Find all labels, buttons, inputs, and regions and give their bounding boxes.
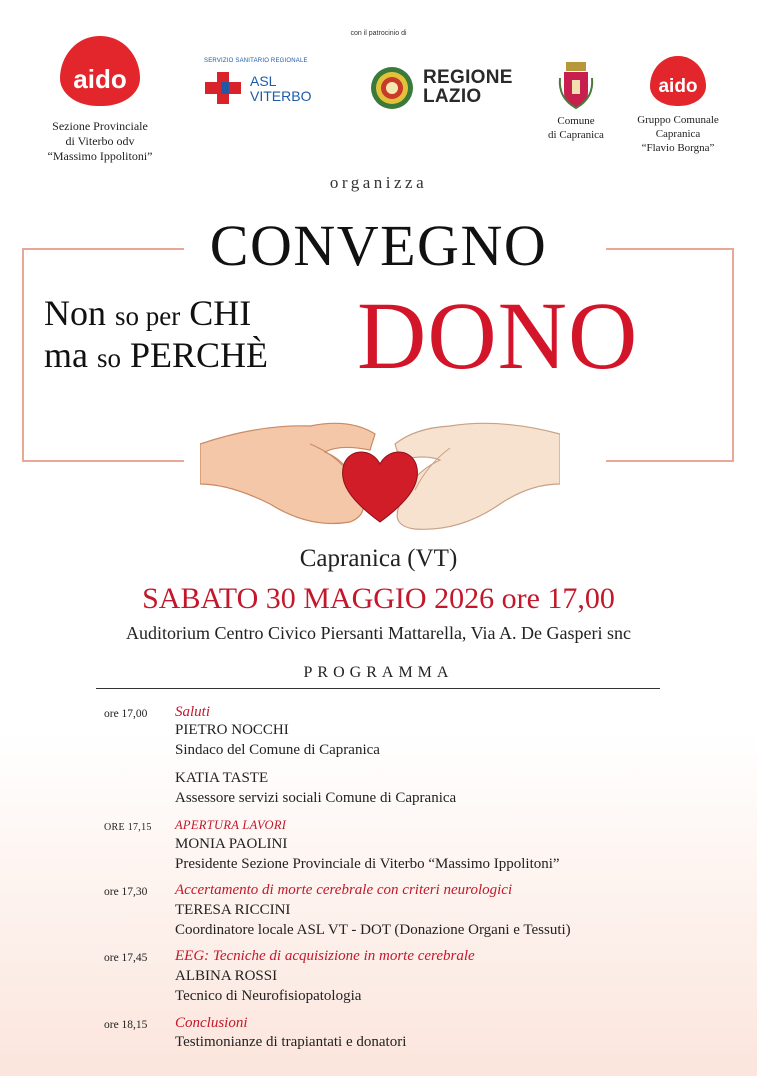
program-role: Coordinatore locale ASL VT - DOT (Donazione Organi e Tessuti) <box>175 922 571 938</box>
aido-local-caption <box>624 114 732 155</box>
aido-provincial-caption <box>20 119 180 164</box>
asl-name-line: VITERBO <box>250 87 312 104</box>
organizza-label: organizza <box>329 173 428 192</box>
caption-line: di Capranica <box>548 128 604 141</box>
program-heading: PROGRAMMA <box>303 664 454 681</box>
program-title: Accertamento di morte cerebrale con criteri neurologici <box>175 882 513 898</box>
asl-name-line: ASL <box>250 73 277 89</box>
program-role: Assessore servizi sociali Comune di Capranica <box>175 790 457 806</box>
subtitle-word: ma <box>44 335 88 375</box>
program-role: Tecnico di Neurofisiopatologia <box>175 988 362 1004</box>
caption-line: Comune <box>557 115 595 127</box>
program-role: Sindaco del Comune di Capranica <box>175 742 380 758</box>
program-title: EEG: Tecniche di acquisizione in morte cerebrale <box>175 948 475 964</box>
program-speaker: TERESA RICCINI <box>175 902 291 918</box>
program-speaker: MONIA PAOLINI <box>175 836 288 852</box>
regione-lazio-emblem-icon <box>370 66 414 110</box>
asl-service-label: SERVIZIO SANITARIO REGIONALE <box>204 58 308 64</box>
caption-line: Gruppo Comunale <box>637 114 719 126</box>
subtitle-line-2 <box>44 334 268 376</box>
event-date: SABATO 30 MAGGIO 2026 ore 17,00 <box>142 582 615 615</box>
program-speaker: ALBINA ROSSI <box>175 968 278 984</box>
event-venue: Auditorium Centro Civico Piersanti Mattarella, Via A. De Gasperi snc <box>126 623 631 643</box>
subtitle-word: CHI <box>189 293 252 333</box>
red-cross-icon <box>203 70 243 106</box>
caption-line: “Massimo Ippolitoni” <box>47 149 153 163</box>
caption-line: Sezione Provinciale <box>52 119 148 133</box>
aido-logo-text: aido <box>73 64 127 94</box>
program-time: ore 17,00 <box>104 708 148 720</box>
comune-crest-icon <box>556 58 596 110</box>
subtitle-word: PERCHÈ <box>130 335 269 375</box>
subtitle-word: so per <box>115 301 181 331</box>
lazio-name-line: REGIONE <box>423 67 513 88</box>
lazio-name-line: LAZIO <box>423 86 482 107</box>
caption-line: Capranica <box>655 127 701 140</box>
caption-line: di Viterbo odv <box>65 134 135 148</box>
program-role: Presidente Sezione Provinciale di Viterbo “Massimo Ippolitoni” <box>175 856 560 872</box>
subtitle-word: Non <box>44 293 106 333</box>
aido-local-logo <box>650 56 706 106</box>
program-title: Saluti <box>175 704 211 720</box>
program-time: ore 17,45 <box>104 952 148 964</box>
patronage-label: con il patrocinio di <box>350 30 407 37</box>
hands-heart-illustration <box>200 404 560 540</box>
program-title: Conclusioni <box>175 1015 248 1031</box>
program-role: Testimonianze di trapiantati e donatori <box>175 1034 407 1050</box>
event-place: Capranica (VT) <box>299 545 458 572</box>
program-time: ore 18,15 <box>104 1019 148 1031</box>
program-speaker: KATIA TASTE <box>175 770 269 786</box>
dono-title: DONO <box>357 282 639 389</box>
program-divider <box>96 688 660 689</box>
program-speaker: PIETRO NOCCHI <box>175 722 289 738</box>
aido-logo-text: aido <box>658 76 698 97</box>
aido-provincial-logo <box>60 36 140 106</box>
comune-caption <box>530 115 622 143</box>
subtitle-line-1 <box>44 292 251 334</box>
program-time: ore 17,30 <box>104 886 148 898</box>
asl-name <box>250 74 311 103</box>
subtitle-word: so <box>96 343 121 373</box>
caption-line: “Flavio Borgna” <box>641 141 715 154</box>
program-time: ORE 17,15 <box>104 822 152 833</box>
convegno-title: CONVEGNO <box>209 213 548 278</box>
program-title: APERTURA LAVORI <box>175 818 287 832</box>
regione-lazio-name <box>423 68 513 106</box>
